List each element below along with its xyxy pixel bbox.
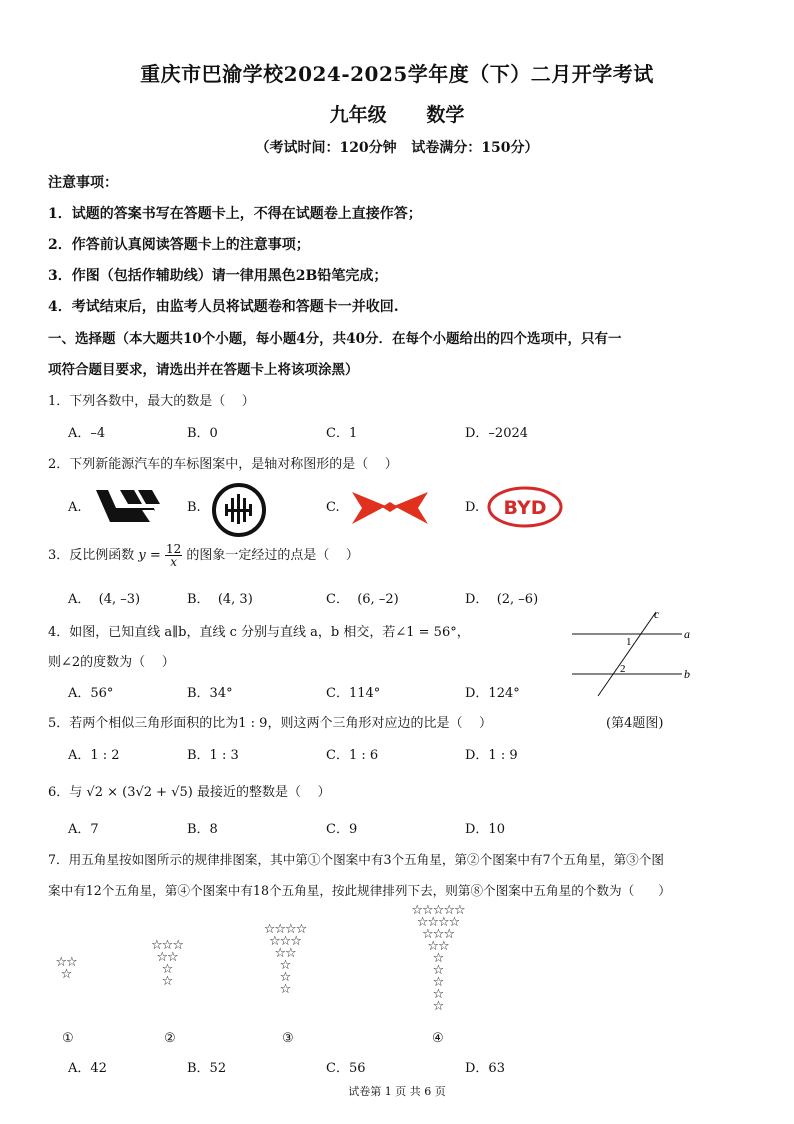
q3-option-a: A． (4, –3)	[68, 592, 141, 607]
angle-1-label: 1	[626, 636, 632, 648]
page-footer: 试卷第 1 页 共 6 页	[348, 1085, 446, 1098]
logo-d-text: BYD	[503, 497, 547, 519]
q5-option-a: A．1 : 2	[68, 748, 120, 763]
line-c	[598, 612, 656, 696]
q3-fraction	[165, 543, 182, 568]
star-pattern-4: ☆☆☆☆☆ ☆☆☆☆ ☆☆☆ ☆☆ ☆ ☆ ☆ ☆ ☆	[411, 903, 465, 1014]
label-a: a	[684, 627, 690, 641]
q2-option-b: B.	[187, 500, 201, 515]
section-heading-cont: 项符合题目要求，请选出并在答题卡上将该项涂黑）	[48, 362, 359, 378]
notice-item: 4．考试结束后，由监考人员将试题卷和答题卡一并收回.	[48, 299, 399, 315]
q7-option-b: B．52	[187, 1061, 227, 1076]
q3-y: y =	[138, 548, 161, 563]
star-pattern-1: ☆☆ ☆	[55, 955, 77, 982]
notice-heading: 注意事项：	[48, 175, 118, 191]
question-5-stem: 5．若两个相似三角形面积的比为1 : 9，则这两个三角形对应边的比是（ ）	[48, 716, 492, 731]
star-pattern-3: ☆☆☆☆ ☆☆☆ ☆☆ ☆ ☆ ☆	[263, 922, 307, 997]
notice-item: 2．作答前认真阅读答题卡上的注意事项；	[48, 237, 310, 253]
exam-info: （考试时间：120分钟 试卷满分：150分）	[255, 140, 539, 156]
q4-option-c: C．114°	[326, 686, 381, 701]
q6-pre: 6．与	[48, 785, 83, 800]
question-7-line2: 案中有12个五角星，第④个图案中有18个五角星，按此规律排列下去，则第⑧个图案中五角星的个数为（ ）	[48, 883, 671, 898]
pattern-label-4: ④	[432, 1031, 444, 1046]
q1-option-d: D．–2024	[465, 426, 529, 441]
q3-post: 的图象一定经过的点是（ ）	[186, 548, 359, 563]
q4-figure-caption: (第4题图)	[606, 716, 664, 731]
logo-b-image	[211, 482, 267, 538]
q2-option-c: C.	[326, 500, 340, 515]
q3-pre: 3．反比例函数	[48, 548, 135, 563]
angle-2-label: 2	[620, 663, 626, 675]
pattern-label-3: ③	[282, 1031, 294, 1046]
q7-option-d: D．63	[465, 1061, 505, 1076]
q1-option-a: A．–4	[68, 426, 106, 441]
q5-option-d: D．1 : 9	[465, 748, 518, 763]
exam-title: 重庆市巴渝学校2024-2025学年度（下）二月开学考试	[140, 62, 654, 86]
question-4-line2: 则∠2的度数为（ ）	[48, 655, 175, 670]
label-b: b	[684, 667, 690, 681]
question-3-stem	[48, 543, 359, 568]
q2-option-d: D.	[465, 500, 480, 515]
q6-expression: √2 × (3√2 + √5)	[86, 785, 193, 800]
logo-c-image	[352, 490, 428, 526]
q3-denominator: x	[170, 555, 177, 569]
q6-post: 最接近的整数是（ ）	[196, 785, 331, 800]
logo-a-image	[92, 488, 170, 524]
question-7-line1: 7．用五角星按如图所示的规律排图案，其中第①个图案中有3个五角星，第②个图案中有7个五角星，第③个图	[48, 852, 664, 867]
q5-option-c: C．1 : 6	[326, 748, 379, 763]
q3-option-b: B． (4, 3)	[187, 592, 253, 607]
question-1-stem: 1．下列各数中，最大的数是（ ）	[48, 394, 255, 409]
notice-item: 1．试题的答案书写在答题卡上，不得在试题卷上直接作答；	[48, 206, 422, 222]
q1-option-c: C．1	[326, 426, 358, 441]
question-6-stem	[48, 781, 331, 800]
q5-option-b: B．1 : 3	[187, 748, 239, 763]
q4-option-b: B．34°	[187, 686, 233, 701]
question-2-stem: 2．下列新能源汽车的车标图案中，是轴对称图形的是（ ）	[48, 457, 398, 472]
logo-d-image	[487, 486, 563, 528]
q6-option-d: D．10	[465, 822, 505, 837]
exam-subtitle: 九年级 数学	[329, 104, 465, 126]
q6-option-b: B．8	[187, 822, 218, 837]
q6-option-c: C．9	[326, 822, 358, 837]
q2-option-a: A.	[68, 500, 82, 515]
q4-figure	[566, 606, 706, 698]
label-c: c	[654, 607, 660, 621]
question-4-line1: 4．如图，已知直线 a∥b，直线 c 分别与直线 a，b 相交，若∠1 = 56°，	[48, 625, 470, 640]
q1-option-b: B．0	[187, 426, 218, 441]
notice-item: 3．作图（包括作辅助线）请一律用黑色2B铅笔完成；	[48, 268, 388, 284]
q7-option-c: C．56	[326, 1061, 366, 1076]
section-heading: 一、选择题（本大题共10个小题，每小题4分，共40分．在每个小题给出的四个选项中，只有一	[48, 331, 622, 347]
q6-option-a: A．7	[68, 822, 99, 837]
q7-option-a: A．42	[68, 1061, 107, 1076]
q3-option-c: C． (6, –2)	[326, 592, 399, 607]
star-pattern-2: ☆☆☆ ☆☆ ☆ ☆	[151, 938, 183, 989]
pattern-label-1: ①	[62, 1031, 74, 1046]
q3-option-d: D． (2, –6)	[465, 592, 539, 607]
pattern-label-2: ②	[164, 1031, 176, 1046]
q3-numerator: 12	[165, 542, 182, 556]
q4-option-a: A．56°	[68, 686, 114, 701]
q4-option-d: D．124°	[465, 686, 520, 701]
